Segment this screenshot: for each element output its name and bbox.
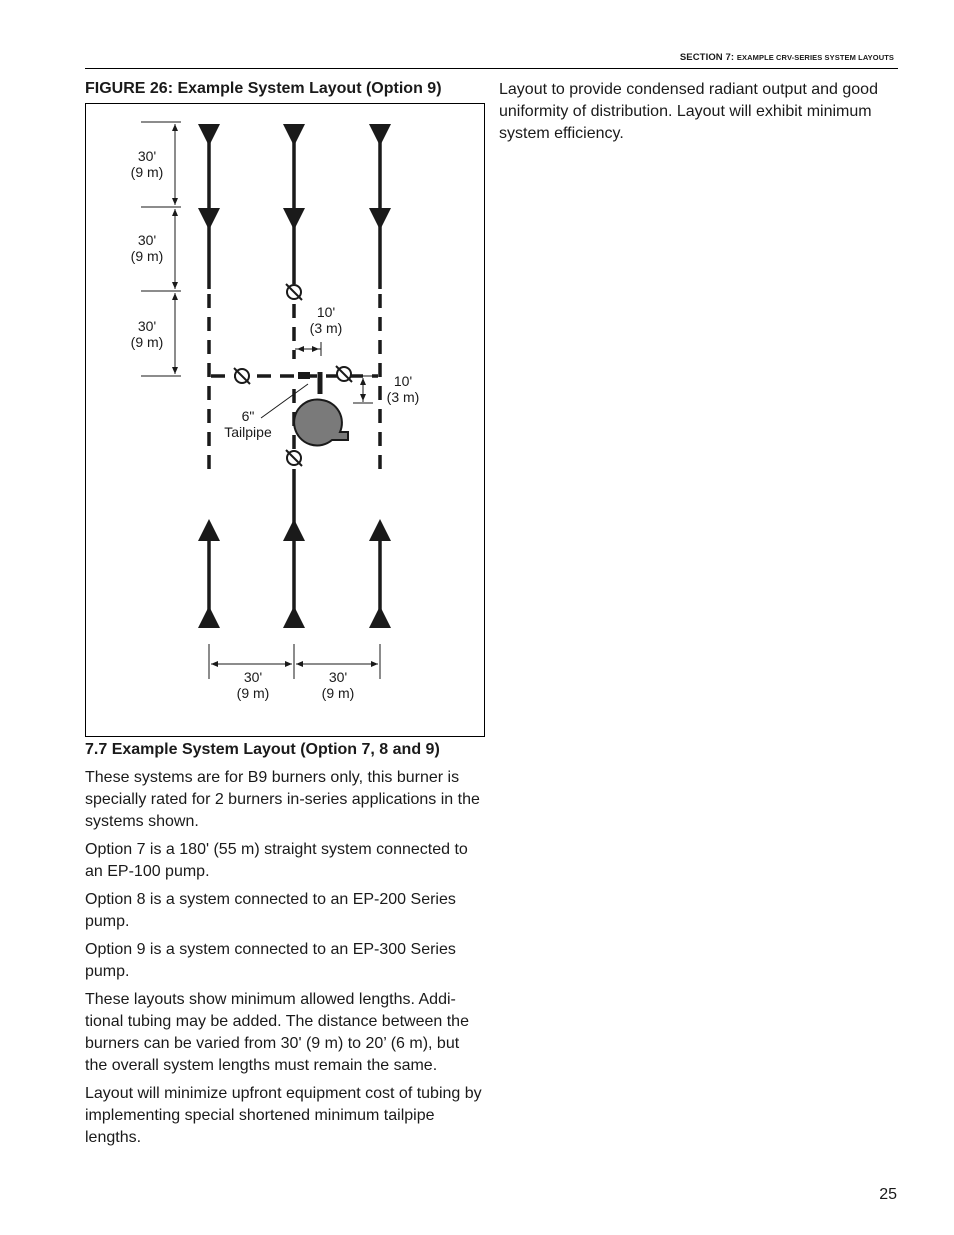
paragraph: These layouts show minimum allowed lengths. Addi-tional tubing may be added. The distance between the burners can be varied from 30' (9 m) to 20’ (6 m), but the overall system lengths must remain the same. <box>85 991 469 1074</box>
dim-tailpipe-top-m: (3 m) <box>309 320 343 336</box>
pump-icon <box>294 372 348 445</box>
burner-arrow <box>283 208 305 230</box>
dim-vertical-m-3: (9 m) <box>130 334 164 350</box>
dim-branch-ft-2: 30' <box>328 669 348 685</box>
dim-vertical-m-1: (9 m) <box>130 164 164 180</box>
system-layout-diagram <box>86 104 484 736</box>
paragraph: Option 8 is a system connected to an EP-200 Series pump. <box>85 891 456 930</box>
dim-branch-ft-1: 30' <box>243 669 263 685</box>
damper-icon <box>336 366 352 382</box>
dim-vertical-ft-2: 30' <box>137 232 157 248</box>
burner-arrow <box>198 519 220 541</box>
paragraph: Option 7 is a 180' (55 m) straight system connected to an EP-100 pump. <box>85 841 468 880</box>
header-rule <box>85 68 898 69</box>
section-header <box>680 52 894 63</box>
paragraph: These systems are for B9 burners only, this burner is specially rated for 2 burners in-series applications in the systems shown. <box>85 769 480 830</box>
dim-branch-m-1: (9 m) <box>236 685 270 701</box>
dim-tailpipe-side-m: (3 m) <box>386 389 420 405</box>
burner-arrow <box>198 208 220 230</box>
burner-arrow <box>283 519 305 541</box>
burner-arrow <box>369 606 391 628</box>
section-body <box>85 739 485 1155</box>
burner-arrow <box>369 124 391 146</box>
right-column-text: Layout to provide condensed radiant output and good uniformity of distribution. Layout will exhibit minimum system efficiency. <box>499 81 878 142</box>
vertical-dimensions <box>141 122 380 679</box>
dimension-arrowheads <box>172 124 378 667</box>
burner-arrow <box>369 208 391 230</box>
section-heading: 7.7 Example System Layout (Option 7, 8 and 9) <box>85 741 440 758</box>
burner-arrow <box>283 124 305 146</box>
dim-branch-m-2: (9 m) <box>321 685 355 701</box>
figure-title: FIGURE 26: Example System Layout (Option 9) <box>85 80 442 97</box>
burner-arrow <box>198 606 220 628</box>
damper-icon <box>286 284 302 300</box>
page-number: 25 <box>879 1186 897 1203</box>
section-title: EXAMPLE CRV-SERIES SYSTEM LAYOUTS <box>736 53 894 62</box>
dim-vertical-ft-1: 30' <box>137 148 157 164</box>
dim-vertical-ft-3: 30' <box>137 318 157 334</box>
damper-icon <box>234 368 250 384</box>
tailpipe-word-label: Tailpipe <box>224 424 272 440</box>
tailpipe-size-label: 6" <box>241 408 255 424</box>
burner-arrow <box>369 519 391 541</box>
burner-arrow <box>198 124 220 146</box>
dim-vertical-m-2: (9 m) <box>130 248 164 264</box>
burner-arrow <box>283 606 305 628</box>
paragraph: Layout will minimize upfront equipment cost of tubing by implementing special shortened minimum tailpipe lengths. <box>85 1085 482 1146</box>
figure-diagram <box>85 103 485 737</box>
damper-icon <box>286 450 302 466</box>
dim-tailpipe-top-ft: 10' <box>316 304 336 320</box>
dim-tailpipe-side-ft: 10' <box>393 373 413 389</box>
section-prefix: SECTION 7: <box>679 52 737 63</box>
paragraph: Option 9 is a system connected to an EP-300 Series pump. <box>85 941 456 980</box>
